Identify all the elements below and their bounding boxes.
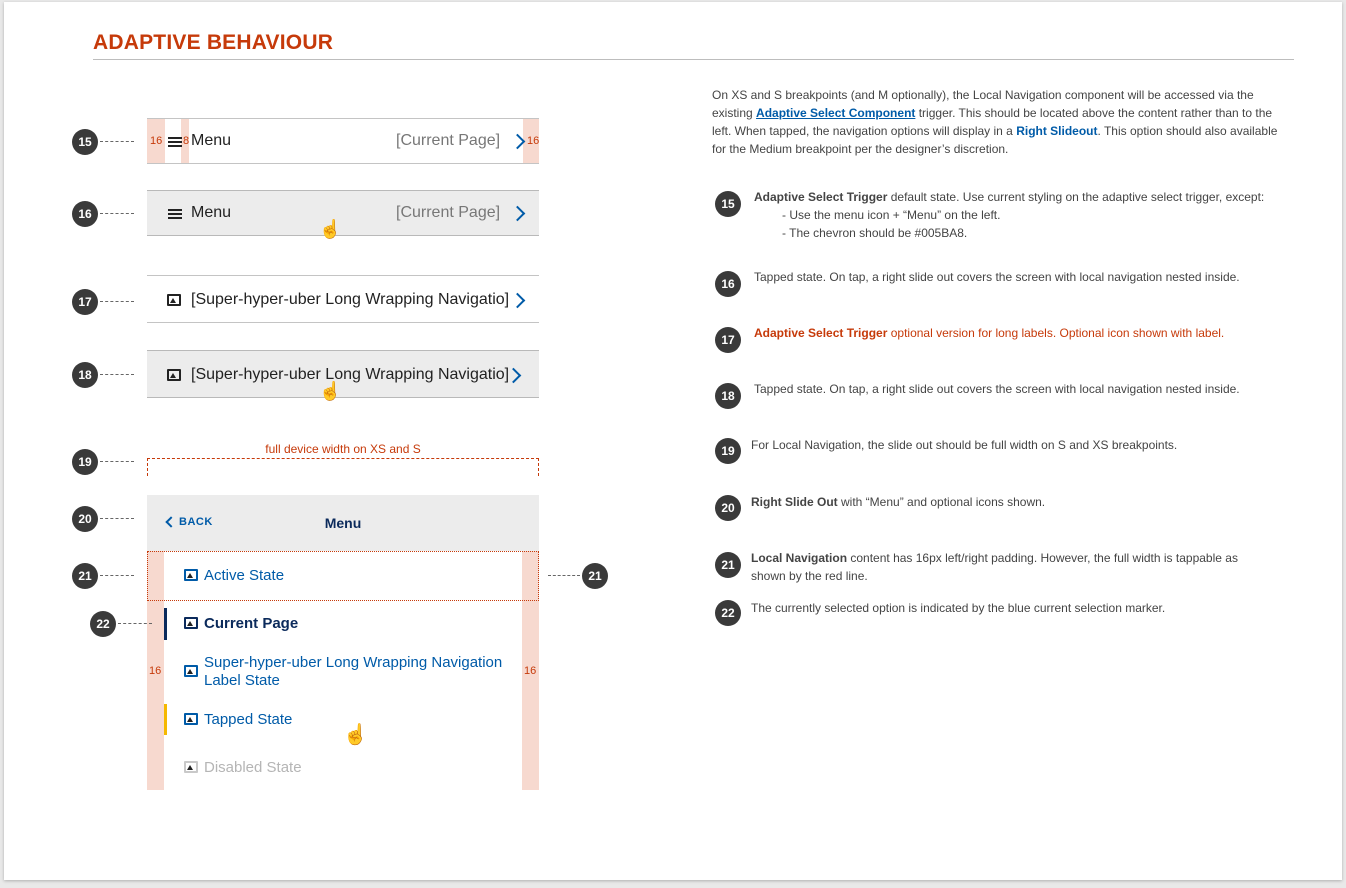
pad-right-value: 16	[524, 665, 537, 677]
pad-left-value: 16	[149, 665, 162, 677]
note-badge-15: 15	[715, 191, 741, 217]
trigger-current-page: [Current Page]	[396, 132, 501, 149]
note-15-bullet-2: - The chevron should be #005BA8.	[782, 226, 968, 240]
width-bracket	[147, 458, 539, 476]
badge-22: 22	[90, 611, 116, 637]
note-badge-22: 22	[715, 600, 741, 626]
nav-item-current[interactable]: Current Page	[204, 615, 299, 632]
badge-15: 15	[72, 129, 98, 155]
image-icon	[184, 569, 198, 581]
intro-text-3: . This option should also available for the Medium breakpoint per the designer’s discretion.	[712, 124, 1278, 156]
trigger-default[interactable]	[147, 118, 539, 164]
badge-19: 19	[72, 449, 98, 475]
note-17-title: Adaptive Select Trigger	[754, 326, 888, 340]
note-15-title: Adaptive Select Trigger	[754, 190, 888, 204]
note-17	[754, 324, 1294, 342]
leader-19	[100, 461, 134, 462]
leader-16	[100, 213, 134, 214]
note-15	[754, 188, 1294, 242]
note-15-text: default state. Use current styling on the adaptive select trigger, except:	[887, 190, 1265, 204]
intro-paragraph	[712, 86, 1282, 158]
title-divider	[93, 59, 1294, 60]
hand-cursor-icon: ☝	[319, 381, 342, 401]
leader-18	[100, 374, 134, 375]
note-22: The currently selected option is indicated by the blue current selection marker.	[751, 601, 1166, 615]
note-15-bullet-1: - Use the menu icon + “Menu” on the left.	[782, 208, 1001, 222]
adaptive-select-link[interactable]: Adaptive Select Component	[756, 106, 916, 120]
slideout-header	[147, 495, 539, 551]
badge-21-right: 21	[582, 563, 608, 589]
badge-17: 17	[72, 289, 98, 315]
trigger-label: Menu	[191, 204, 232, 221]
note-badge-18: 18	[715, 383, 741, 409]
trigger-long-label-tapped[interactable]	[147, 350, 539, 401]
note-badge-21: 21	[715, 552, 741, 578]
trigger-tapped[interactable]	[147, 190, 539, 239]
note-badge-17: 17	[715, 327, 741, 353]
nav-item-long[interactable]: Super-hyper-uber Long Wrapping Navigation Label State	[204, 654, 503, 689]
intro-text-2: trigger. This should be located above the content rather than to the left. When tapped, the navigation options will display in a	[712, 106, 1273, 138]
leader-20	[100, 518, 134, 519]
note-21	[751, 549, 1271, 585]
note-18: Tapped state. On tap, a right slide out covers the screen with local navigation nested inside.	[754, 382, 1240, 396]
image-icon	[184, 665, 198, 677]
image-icon	[184, 713, 198, 725]
tapped-marker	[164, 704, 167, 735]
nav-item-active[interactable]: Active State	[204, 567, 285, 584]
trigger-long-label-text: [Super-hyper-uber Long Wrapping Navigatio]	[191, 366, 510, 383]
current-selection-marker	[164, 608, 167, 640]
pad-left-value: 16	[150, 135, 163, 147]
trigger-current-page: [Current Page]	[396, 204, 501, 221]
chevron-right-icon	[510, 293, 526, 309]
hand-cursor-icon: ☝	[343, 724, 368, 746]
pad-right-value: 16	[527, 135, 540, 147]
menu-icon	[168, 209, 182, 219]
trigger-long-label[interactable]	[147, 275, 539, 323]
note-badge-16: 16	[715, 271, 741, 297]
leader-17	[100, 301, 134, 302]
image-icon	[184, 617, 198, 629]
pad-gap-value: 8	[183, 135, 190, 147]
leader-21-right	[548, 575, 580, 576]
badge-20: 20	[72, 506, 98, 532]
badge-21: 21	[72, 563, 98, 589]
note-16: Tapped state. On tap, a right slide out covers the screen with local navigation nested inside.	[754, 270, 1240, 284]
intro-text-1: On XS and S breakpoints (and M optionally), the Local Navigation component will be accessed via the existing	[712, 88, 1254, 120]
image-icon	[167, 294, 181, 306]
badge-16: 16	[72, 201, 98, 227]
note-20-title: Right Slide Out	[751, 495, 838, 509]
note-badge-19: 19	[715, 438, 741, 464]
page-title: ADAPTIVE BEHAVIOUR	[93, 31, 334, 54]
note-21-title: Local Navigation	[751, 551, 848, 565]
image-icon	[184, 761, 198, 773]
leader-21	[100, 575, 134, 576]
note-20	[751, 493, 1291, 511]
width-note: full device width on XS and S	[265, 442, 421, 456]
note-badge-20: 20	[715, 495, 741, 521]
leader-22	[118, 623, 152, 624]
trigger-long-label-text: [Super-hyper-uber Long Wrapping Navigatio]	[191, 291, 510, 308]
note-19: For Local Navigation, the slide out should be full width on S and XS breakpoints.	[751, 438, 1178, 452]
nav-item-tapped[interactable]: Tapped State	[204, 711, 293, 728]
badge-18: 18	[72, 362, 98, 388]
note-17-text: optional version for long labels. Optional icon shown with label.	[887, 326, 1225, 340]
trigger-label: Menu	[191, 132, 232, 149]
note-21-text: content has 16px left/right padding. However, the full width is tappable as shown by the red line.	[751, 551, 1238, 583]
nav-item-disabled: Disabled State	[204, 759, 302, 776]
slideout-title: Menu	[324, 515, 362, 531]
hand-cursor-icon: ☝	[319, 219, 342, 239]
note-20-text: with “Menu” and optional icons shown.	[837, 495, 1046, 509]
right-slideout-link[interactable]: Right Slideout	[1016, 124, 1098, 138]
back-button[interactable]: BACK	[179, 516, 213, 528]
menu-icon	[168, 137, 182, 147]
chevron-right-icon	[510, 206, 526, 222]
leader-15	[100, 141, 134, 142]
image-icon	[167, 369, 181, 381]
